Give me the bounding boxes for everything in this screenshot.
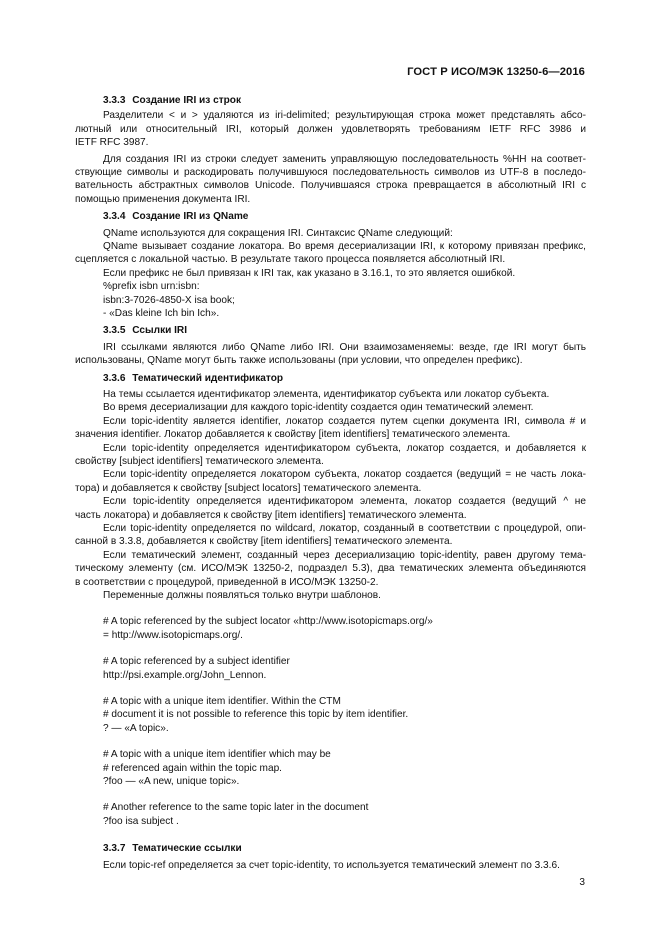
section-heading-3-3-4 <box>103 210 586 223</box>
paragraph <box>103 589 586 602</box>
document-header: ГОСТ Р ИСО/МЭК 13250-6—2016 <box>407 66 585 78</box>
code-line: = http://www.isotopicmaps.org/. <box>103 629 243 641</box>
text-line: значения identifier. Локатор добавляется к свойству [item identifiers] тематического элемента. <box>75 429 511 441</box>
code-line: isbn:3-7026-4850-X isa book; <box>103 294 235 306</box>
paragraph <box>75 153 586 207</box>
text-line: Если префикс не был привязан к IRI так, как указано в 3.16.1, то это является ошибкой. <box>103 267 516 279</box>
code-block <box>103 655 586 682</box>
code-line: %prefix isbn urn:isbn: <box>103 281 200 293</box>
section-title: Тематические ссылки <box>132 843 242 855</box>
text-line: Если topic-identity является identifier, локатор создается путем сцепки документа IRI, символа # и <box>103 415 586 427</box>
paragraph <box>75 415 586 442</box>
text-line: санной в 3.3.8, добавляется к свойству [item identifiers] тематического элемента. <box>75 536 453 548</box>
paragraph <box>103 267 586 280</box>
code-line: # A topic with a unique item identifier which may be <box>103 749 331 761</box>
section-heading-3-3-5 <box>103 324 586 337</box>
text-line: часть локатора) и добавляется к свойству [item identifiers] тематического элемента. <box>75 509 467 521</box>
text-line: в соответствии с процедурой, приведенной в ИСО/МЭК 13250-2. <box>75 576 379 588</box>
paragraph <box>103 227 586 240</box>
text-line: вательность абстрактных символов Unicode. Получившаяся строка превращается в абсолютный IRI с <box>75 180 586 192</box>
section-number: 3.3.4 <box>103 211 126 223</box>
text-line: тора) и добавляется к свойству [subject locators] тематического элемента. <box>75 482 422 494</box>
text-line: IRI ссылками являются либо QName либо IRI. Они взаимозаменяемы: везде, где IRI могут быть <box>103 341 586 353</box>
paragraph <box>103 401 586 414</box>
text-line: Переменные должны появляться только внутри шаблонов. <box>103 590 381 601</box>
section-title: Тематический идентификатор <box>132 372 284 384</box>
code-block <box>103 801 586 828</box>
code-line: - «Das kleine Ich bin Ich». <box>103 308 220 319</box>
paragraph <box>75 341 586 368</box>
code-line: # Another reference to the same topic later in the document <box>103 802 369 814</box>
code-line: # A topic referenced by a subject identifier <box>103 656 290 668</box>
code-line: # A topic with a unique item identifier. Within the CTM <box>103 696 341 708</box>
section-heading-3-3-7 <box>103 842 586 855</box>
code-line: ?foo isa subject . <box>103 815 179 827</box>
text-line: Если topic-identity определяется идентификатором элемента, локатор создается (ведущий ^ не <box>103 496 586 508</box>
code-block <box>103 695 586 735</box>
code-line: # A topic referenced by the subject locator «http://www.isotopicmaps.org/» <box>103 616 433 628</box>
paragraph <box>75 442 586 469</box>
code-block <box>103 748 586 788</box>
paragraph <box>75 468 586 495</box>
text-line: Если topic-ref определяется за счет topic-identity, то используется тематический элемент по 3.3.6. <box>103 859 560 871</box>
code-block <box>103 615 586 642</box>
paragraph <box>75 109 586 149</box>
text-line: сцепляется с локальной частью. В результате такого процесса появляется абсолютный IRI. <box>75 254 506 266</box>
text-line: Разделители < и > удаляются из iri-delimited; результирующая строка может представлять абсо- <box>103 110 586 122</box>
text-line: ствующие символы и раскодировать получившуюся последовательность символов из UTF-8 в последо- <box>75 166 586 178</box>
text-line: использованы, QName могут быть также использованы (при условии, что определен префикс). <box>75 355 523 367</box>
text-line: лютный или относительный IRI, который должен удовлетворять требованиям IETF RFC 3986 и <box>75 123 586 135</box>
paragraph <box>75 240 586 267</box>
text-line: Если topic-identity определяется локатором субъекта, локатор создается (ведущий = не часть лока- <box>103 469 586 481</box>
code-block <box>103 280 586 320</box>
paragraph <box>75 549 586 589</box>
text-line: IETF RFC 3987. <box>75 137 149 149</box>
section-heading-3-3-6 <box>103 372 586 385</box>
text-line: свойству [subject identifiers] тематического элемента. <box>75 456 324 468</box>
section-number: 3.3.3 <box>103 95 126 106</box>
text-line: QName вызывает создание локатора. Во время десериализации IRI, к которому привязан префикс, <box>103 240 586 252</box>
section-heading-3-3-3 <box>103 94 586 107</box>
code-line: # referenced again within the topic map. <box>103 762 282 774</box>
text-line: помощью применения документа IRI. <box>75 193 251 205</box>
text-line: QName используются для сокращения IRI. Синтаксис QName следующий: <box>103 227 453 239</box>
section-title: Создание IRI из строк <box>132 95 242 106</box>
text-line: Для создания IRI из строки следует заменить управляющую последовательность %HH на соответ- <box>103 153 586 165</box>
text-line: Во время десериализации для каждого topic-identity создается один тематический элемент. <box>103 402 534 414</box>
section-number: 3.3.7 <box>103 843 126 855</box>
page-content <box>75 94 586 872</box>
text-line: Если topic-identity определяется идентификатором субъекта, локатор создается, и добавляется к <box>103 442 586 454</box>
text-line: тическому элементу (см. ИСО/МЭК 13250-2, подраздел 5.3), два тематических элемента объединяются <box>75 563 586 575</box>
paragraph <box>103 859 586 872</box>
code-line: ?foo — «A new, unique topic». <box>103 776 240 788</box>
section-number: 3.3.5 <box>103 325 126 337</box>
page-number: 3 <box>579 877 585 888</box>
text-line: На темы ссылается идентификатор элемента, идентификатор субъекта или локатор субъекта. <box>103 389 550 401</box>
paragraph <box>75 522 586 549</box>
code-line: http://psi.example.org/John_Lennon. <box>103 669 267 681</box>
code-line: # document it is not possible to reference this topic by item identifier. <box>103 709 409 721</box>
paragraph <box>103 388 586 401</box>
paragraph <box>75 495 586 522</box>
section-number: 3.3.6 <box>103 372 126 384</box>
section-title: Создание IRI из QName <box>132 211 249 223</box>
code-line: ? — «A topic». <box>103 722 169 734</box>
section-title: Ссылки IRI <box>132 325 188 337</box>
text-line: Если тематический элемент, созданный через десериализацию topic-identity, равен другому тема- <box>103 549 586 561</box>
text-line: Если topic-identity определяется по wildcard, локатор, созданный в соответствии с процедурой, опи- <box>103 523 586 535</box>
